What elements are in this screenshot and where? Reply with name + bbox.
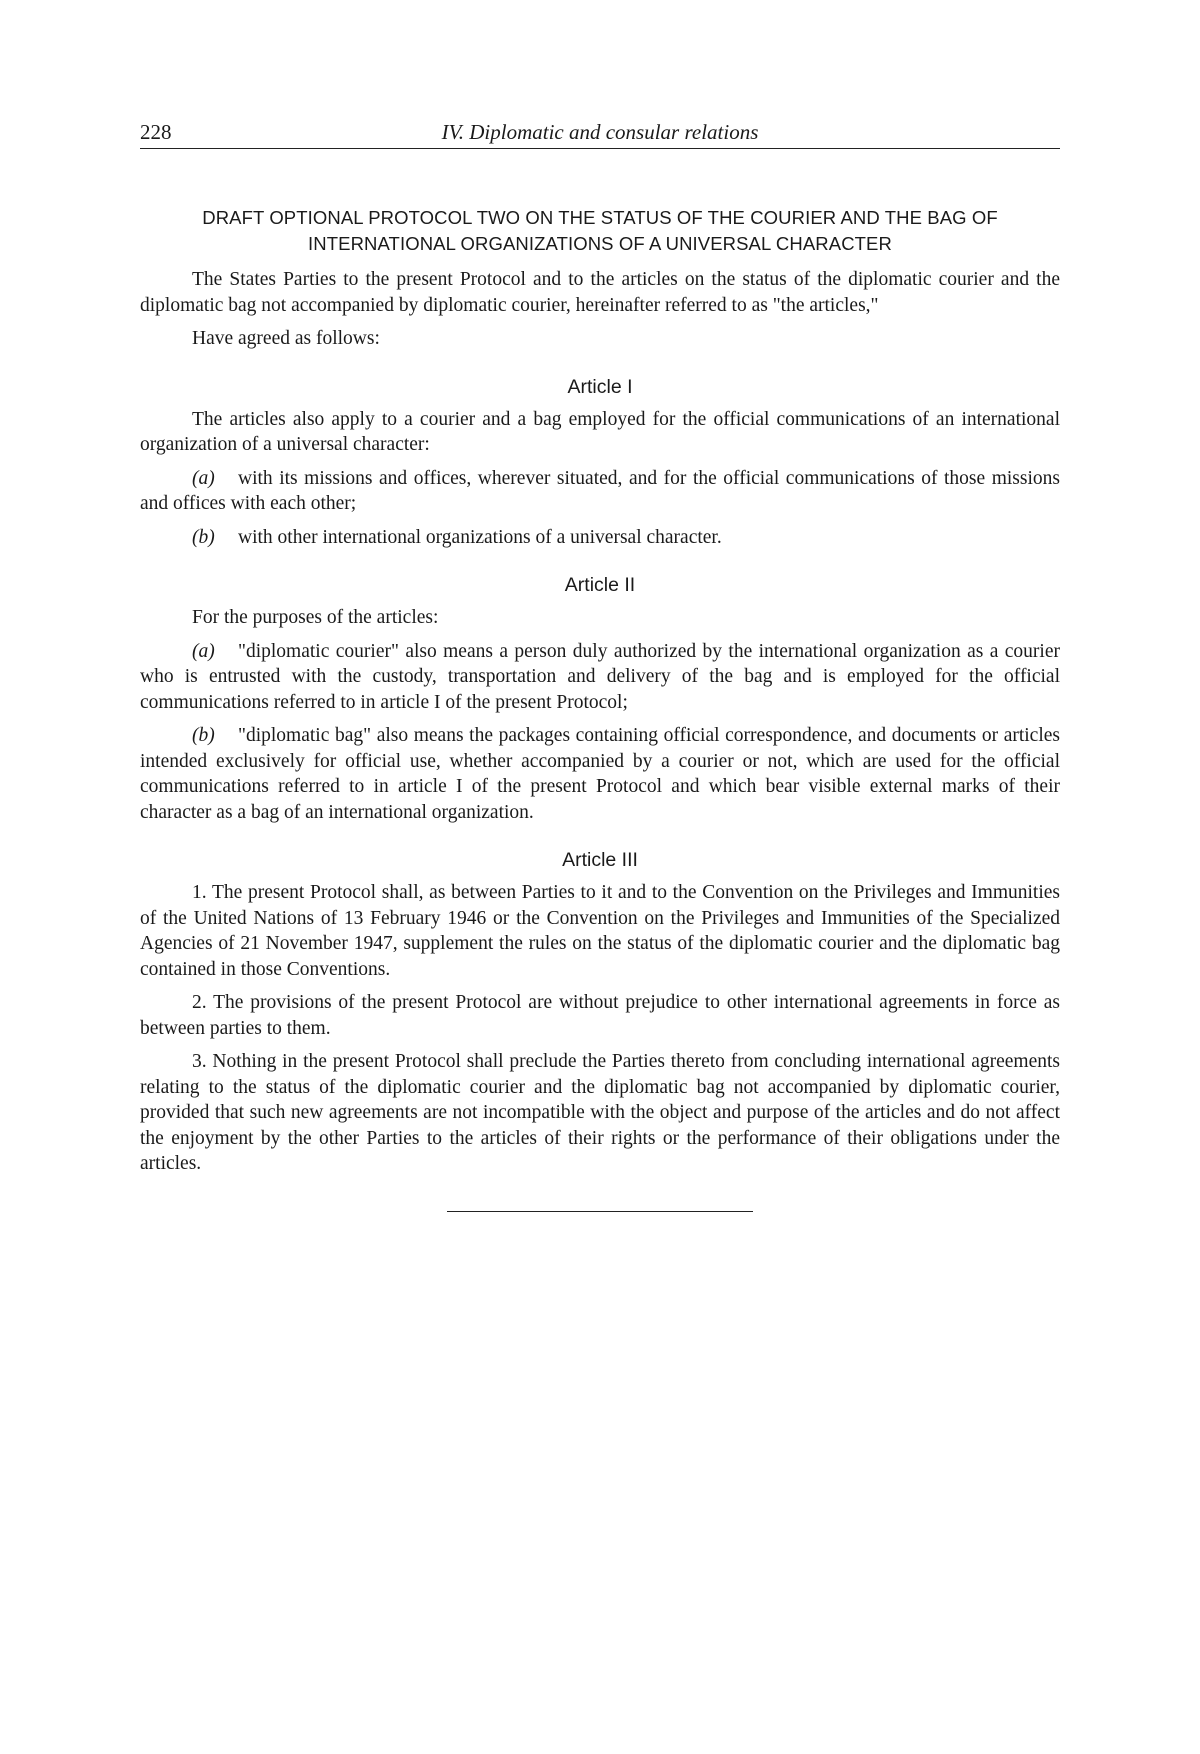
preamble-paragraph: The States Parties to the present Protocol and to the articles on the status of the diplomatic courier and the diplomatic bag not accompanied by diplomatic courier, hereinafter referred to as "the articles," bbox=[140, 269, 1060, 316]
item-marker: (b) bbox=[192, 526, 215, 548]
article-3-heading: Article III bbox=[562, 849, 638, 871]
document-title bbox=[140, 205, 1060, 257]
running-header bbox=[140, 118, 1060, 149]
article-3-paragraph-3: 3. Nothing in the present Protocol shall preclude the Parties thereto from concluding international agreements relating to the status of the diplomatic courier and the diplomatic bag not accompanied by diplomatic courier, provided that such new agreements are not incompatible with the object and purpose of the articles and do not affect the enjoyment by the other Parties to the articles of their rights or the performance of their obligations under the articles. bbox=[140, 1051, 1060, 1174]
item-text: with its missions and offices, wherever situated, and for the official communications of those missions and offices with each other; bbox=[140, 467, 1060, 514]
document-page bbox=[140, 118, 1060, 1212]
closing-rule bbox=[447, 1211, 753, 1212]
item-text: "diplomatic bag" also means the packages containing official correspondence, and documents or articles intended exclusively for official use, whether accompanied by a courier or not, which are used for the official communications referred to in article I of the present Protocol and which bear visible external marks of their character as a bag of an international organization. bbox=[140, 725, 1060, 823]
article-1-item-a bbox=[140, 466, 1060, 517]
article-3-paragraph-2: 2. The provisions of the present Protocol are without prejudice to other international agreements in force as between parties to them. bbox=[140, 992, 1060, 1039]
article-3-body bbox=[140, 880, 1060, 1177]
article-2-intro: For the purposes of the articles: bbox=[192, 607, 439, 628]
article-1-item-b bbox=[140, 525, 1060, 551]
article-3-paragraph-1: 1. The present Protocol shall, as between Parties to it and to the Convention on the Privileges and Immunities of the United Nations of 13 February 1946 or the Convention on the Privileges and Immunities of the Specialized Agencies of 21 November 1947, supplement the rules on the status of the diplomatic courier and the diplomatic bag contained in those Conventions. bbox=[140, 882, 1060, 980]
item-marker: (b) bbox=[192, 725, 215, 746]
article-2-item-b bbox=[140, 723, 1060, 825]
document-title-line-2: INTERNATIONAL ORGANIZATIONS OF A UNIVERSAL CHARACTER bbox=[308, 233, 892, 254]
running-title: IV. Diplomatic and consular relations bbox=[441, 120, 759, 144]
item-marker: (a) bbox=[192, 640, 215, 662]
article-2-body bbox=[140, 605, 1060, 825]
item-marker: (a) bbox=[192, 467, 215, 489]
article-1-heading: Article I bbox=[567, 375, 633, 398]
article-1-intro: The articles also apply to a courier and a bag employed for the official communications of an international organization of a universal character: bbox=[140, 408, 1060, 455]
article-1-body bbox=[140, 407, 1060, 551]
article-2-heading: Article II bbox=[564, 574, 636, 596]
item-text: with other international organizations of a universal character. bbox=[238, 526, 722, 548]
document-title-line-1: DRAFT OPTIONAL PROTOCOL TWO ON THE STATUS OF THE COURIER AND THE BAG OF bbox=[202, 207, 998, 228]
item-text: "diplomatic courier" also means a person duly authorized by the international organization as a courier who is entrusted with the custody, transportation and delivery of the bag and is employed for the official communications referred to in article I of the present Protocol; bbox=[140, 640, 1060, 713]
page-number: 228 bbox=[140, 120, 172, 144]
preamble bbox=[140, 267, 1060, 352]
article-2-item-a bbox=[140, 639, 1060, 716]
preamble-paragraph: Have agreed as follows: bbox=[192, 328, 380, 349]
